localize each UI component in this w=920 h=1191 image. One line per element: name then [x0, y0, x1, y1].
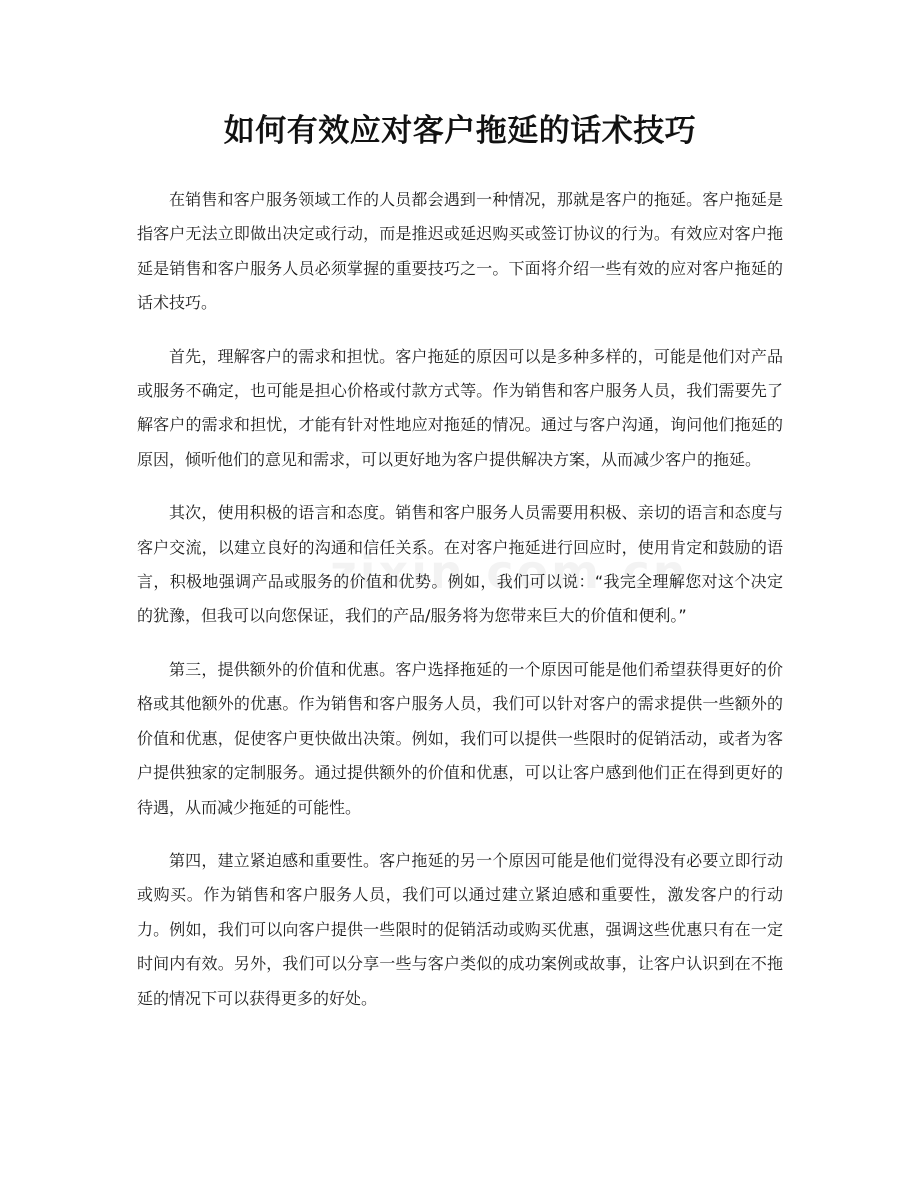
paragraph-second: 其次，使用积极的语言和态度。销售和客户服务人员需要用积极、亲切的语言和态度与客户交流，以建立良好的沟通和信任关系。在对客户拖延进行回应时，使用肯定和鼓励的语言，积极地强调产品或服务的价值和优势。例如，我们可以说：“我完全理解您对这个决定的犹豫，但我可以向您保证，我们的产品/服务将为您带来巨大的价值和便利。”	[137, 503, 783, 626]
paragraph-first: 首先，理解客户的需求和担忧。客户拖延的原因可以是多种多样的，可能是他们对产品或服务不确定，也可能是担心价格或付款方式等。作为销售和客户服务人员，我们需要先了解客户的需求和担忧，才能有针对性地应对拖延的情况。通过与客户沟通，询问他们拖延的原因，倾听他们的意见和需求，可以更好地为客户提供解决方案，从而减少客户的拖延。	[137, 346, 783, 469]
paragraph-third: 第三，提供额外的价值和优惠。客户选择拖延的一个原因可能是他们希望获得更好的价格或其他额外的优惠。作为销售和客户服务人员，我们可以针对客户的需求提供一些额外的价值和优惠，促使客户更快做出决策。例如，我们可以提供一些限时的促销活动，或者为客户提供独家的定制服务。通过提供额外的价值和优惠，可以让客户感到他们正在得到更好的待遇，从而减少拖延的可能性。	[137, 659, 783, 817]
document-body	[137, 183, 783, 1035]
document-title: 如何有效应对客户拖延的话术技巧	[223, 113, 697, 149]
paragraph-fourth: 第四，建立紧迫感和重要性。客户拖延的另一个原因可能是他们觉得没有必要立即行动或购买。作为销售和客户服务人员，我们可以通过建立紧迫感和重要性，激发客户的行动力。例如，我们可以向客户提供一些限时的促销活动或购买优惠，强调这些优惠只有在一定时间内有效。另外，我们可以分享一些与客户类似的成功案例或故事，让客户认识到在不拖延的情况下可以获得更多的好处。	[137, 850, 783, 1008]
paragraph-intro: 在销售和客户服务领域工作的人员都会遇到一种情况，那就是客户的拖延。客户拖延是指客户无法立即做出决定或行动，而是推迟或延迟购买或签订协议的行为。有效应对客户拖延是销售和客户服务人员必须掌握的重要技巧之一。下面将介绍一些有效的应对客户拖延的话术技巧。	[137, 190, 783, 313]
